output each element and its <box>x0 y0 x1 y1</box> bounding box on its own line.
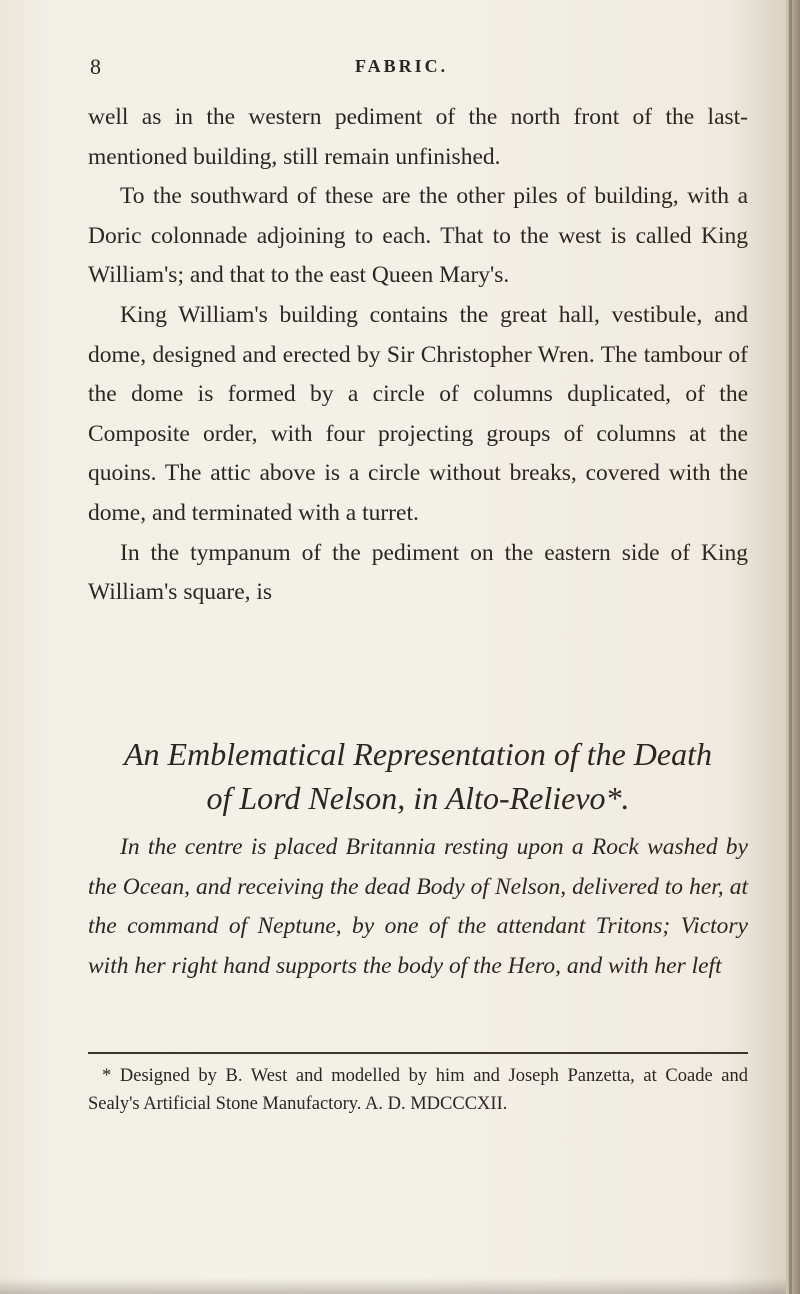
running-head <box>0 54 788 84</box>
description-text <box>88 828 748 986</box>
footnote-divider <box>88 1052 748 1054</box>
page-bottom-shadow <box>0 1278 788 1294</box>
page-number: 8 <box>90 54 102 79</box>
paragraph-southward-piles: To the southward of these are the other piles of building, with a Doric colonnade adjoining to each. That to the west is called King William's; and that to the east Queen Mary's. <box>88 183 748 289</box>
heading-line-1: An Emblematical Representation of the Death <box>123 736 712 772</box>
footnote-text: * Designed by B. West and modelled by him and Joseph Panzetta, at Coade and Sealy's Artificial Stone Manufactory. A. D. MDCCCXII. <box>88 1066 748 1114</box>
paragraph-tympanum: In the tympanum of the pediment on the eastern side of King William's square, is <box>88 539 748 606</box>
body-text <box>88 98 748 613</box>
running-title: FABRIC. <box>355 56 449 76</box>
section-heading <box>88 732 748 820</box>
paragraph-king-williams-building: King William's building contains the great hall, vestibule, and dome, designed and erected by Sir Christopher Wren. The tambour of the dome is formed by a circle of columns duplicated, of the Composite order, with four projecting groups of columns at the quoins. The attic above is a circle without breaks, covered with the dome, and terminated with a turret. <box>88 301 748 526</box>
description-paragraph: In the centre is placed Britannia resting upon a Rock washed by the Ocean, and receiving the dead Body of Nelson, delivered to her, at the command of Neptune, by one of the attendant Tritons; Victory with her right hand supports the body of the Hero, and with her left <box>88 834 748 979</box>
gutter-edge-line <box>789 0 792 1294</box>
paragraph-continuation: well as in the western pediment of the north front of the last-mentioned building, still remain unfinished. <box>88 104 748 170</box>
footnote <box>88 1062 748 1118</box>
heading-line-2: of Lord Nelson, in Alto-Relievo*. <box>206 780 630 816</box>
